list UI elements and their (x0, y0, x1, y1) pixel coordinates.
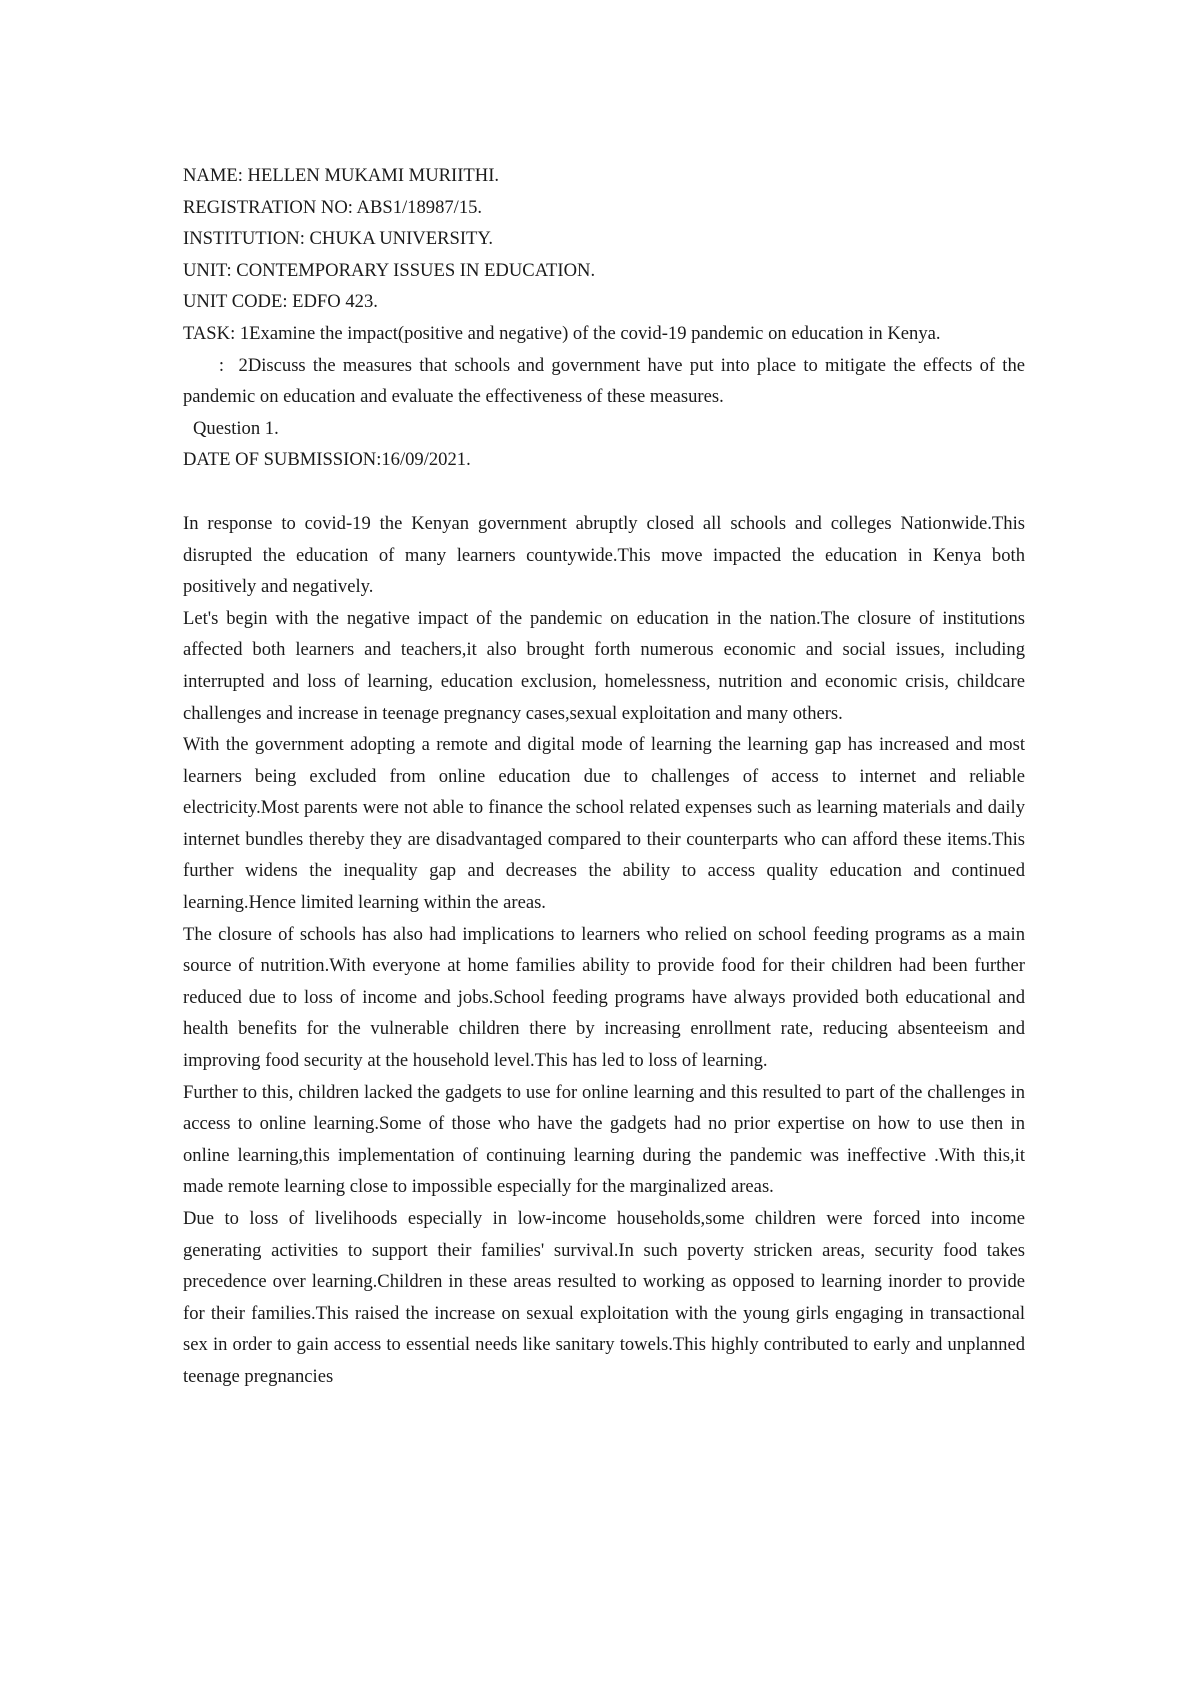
paragraph: In response to covid-19 the Kenyan government abruptly closed all schools and colleges Nationwide.This disrupted the education of many learners countywide.This move impacted the education in Kenya both positively and negatively. (183, 512, 1025, 598)
paragraph: Due to loss of livelihoods especially in low-income households,some children were forced into income generating activities to support their families' survival.In such poverty stricken areas, security food takes precedence over learning.Children in these areas resulted to working as opposed to learning inorder to provide for their families.This raised the increase on sexual exploitation with the young girls engaging in transactional sex in order to gain access to essential needs like sanitary towels.This highly contributed to early and unplanned teenage pregnancies (183, 1208, 1025, 1387)
task-1: TASK: 1Examine the impact(positive and negative) of the covid-19 pandemic on education in Kenya. (183, 322, 941, 344)
unit-code: UNIT CODE: EDFO 423. (183, 291, 378, 313)
document-content (183, 160, 1030, 1393)
registration-number: REGISTRATION NO: ABS1/18987/15. (183, 196, 483, 218)
question-label: Question 1. (193, 417, 279, 439)
paragraph: The closure of schools has also had implications to learners who relied on school feeding programs as a main source of nutrition.With everyone at home families ability to provide food for their children had been further reduced due to loss of income and jobs.School feeding programs have always provided both educational and health benefits for the vulnerable children there by increasing enrollment rate, reducing absenteeism and improving food security at the household level.This has led to loss of learning. (183, 923, 1025, 1072)
task-2: : 2Discuss the measures that schools and government have put into place to mitigate the effects of the pandemic on education and evaluate the effectiveness of these measures. (183, 354, 1030, 408)
paragraph: With the government adopting a remote and digital mode of learning the learning gap has increased and most learners being excluded from online education due to challenges of access to internet and reliable electricity.Most parents were not able to finance the school related expenses such as learning materials and daily internet bundles thereby they are disadvantaged compared to their counterparts who can afford these items.This further widens the inequality gap and decreases the ability to access quality education and continued learning.Hence limited learning within the areas. (183, 734, 1025, 914)
unit-name: UNIT: CONTEMPORARY ISSUES IN EDUCATION. (183, 259, 596, 281)
institution: INSTITUTION: CHUKA UNIVERSITY. (183, 228, 494, 250)
submission-date: DATE OF SUBMISSION:16/09/2021. (183, 449, 471, 471)
paragraph: Let's begin with the negative impact of the pandemic on education in the nation.The closure of institutions affected both learners and teachers,it also brought forth numerous economic and social issues, including interrupted and loss of learning, education exclusion, homelessness, nutrition and economic crisis, childcare challenges and increase in teenage pregnancy cases,sexual exploitation and many others. (183, 607, 1025, 724)
paragraph: Further to this, children lacked the gadgets to use for online learning and this resulted to part of the challenges in access to online learning.Some of those who have the gadgets had no prior expertise on how to use then in online learning,this implementation of continuing learning during the pandemic was ineffective .With this,it made remote learning close to impossible especially for the marginalized areas. (183, 1081, 1025, 1198)
student-name: NAME: HELLEN MUKAMI MURIITHI. (183, 165, 500, 186)
